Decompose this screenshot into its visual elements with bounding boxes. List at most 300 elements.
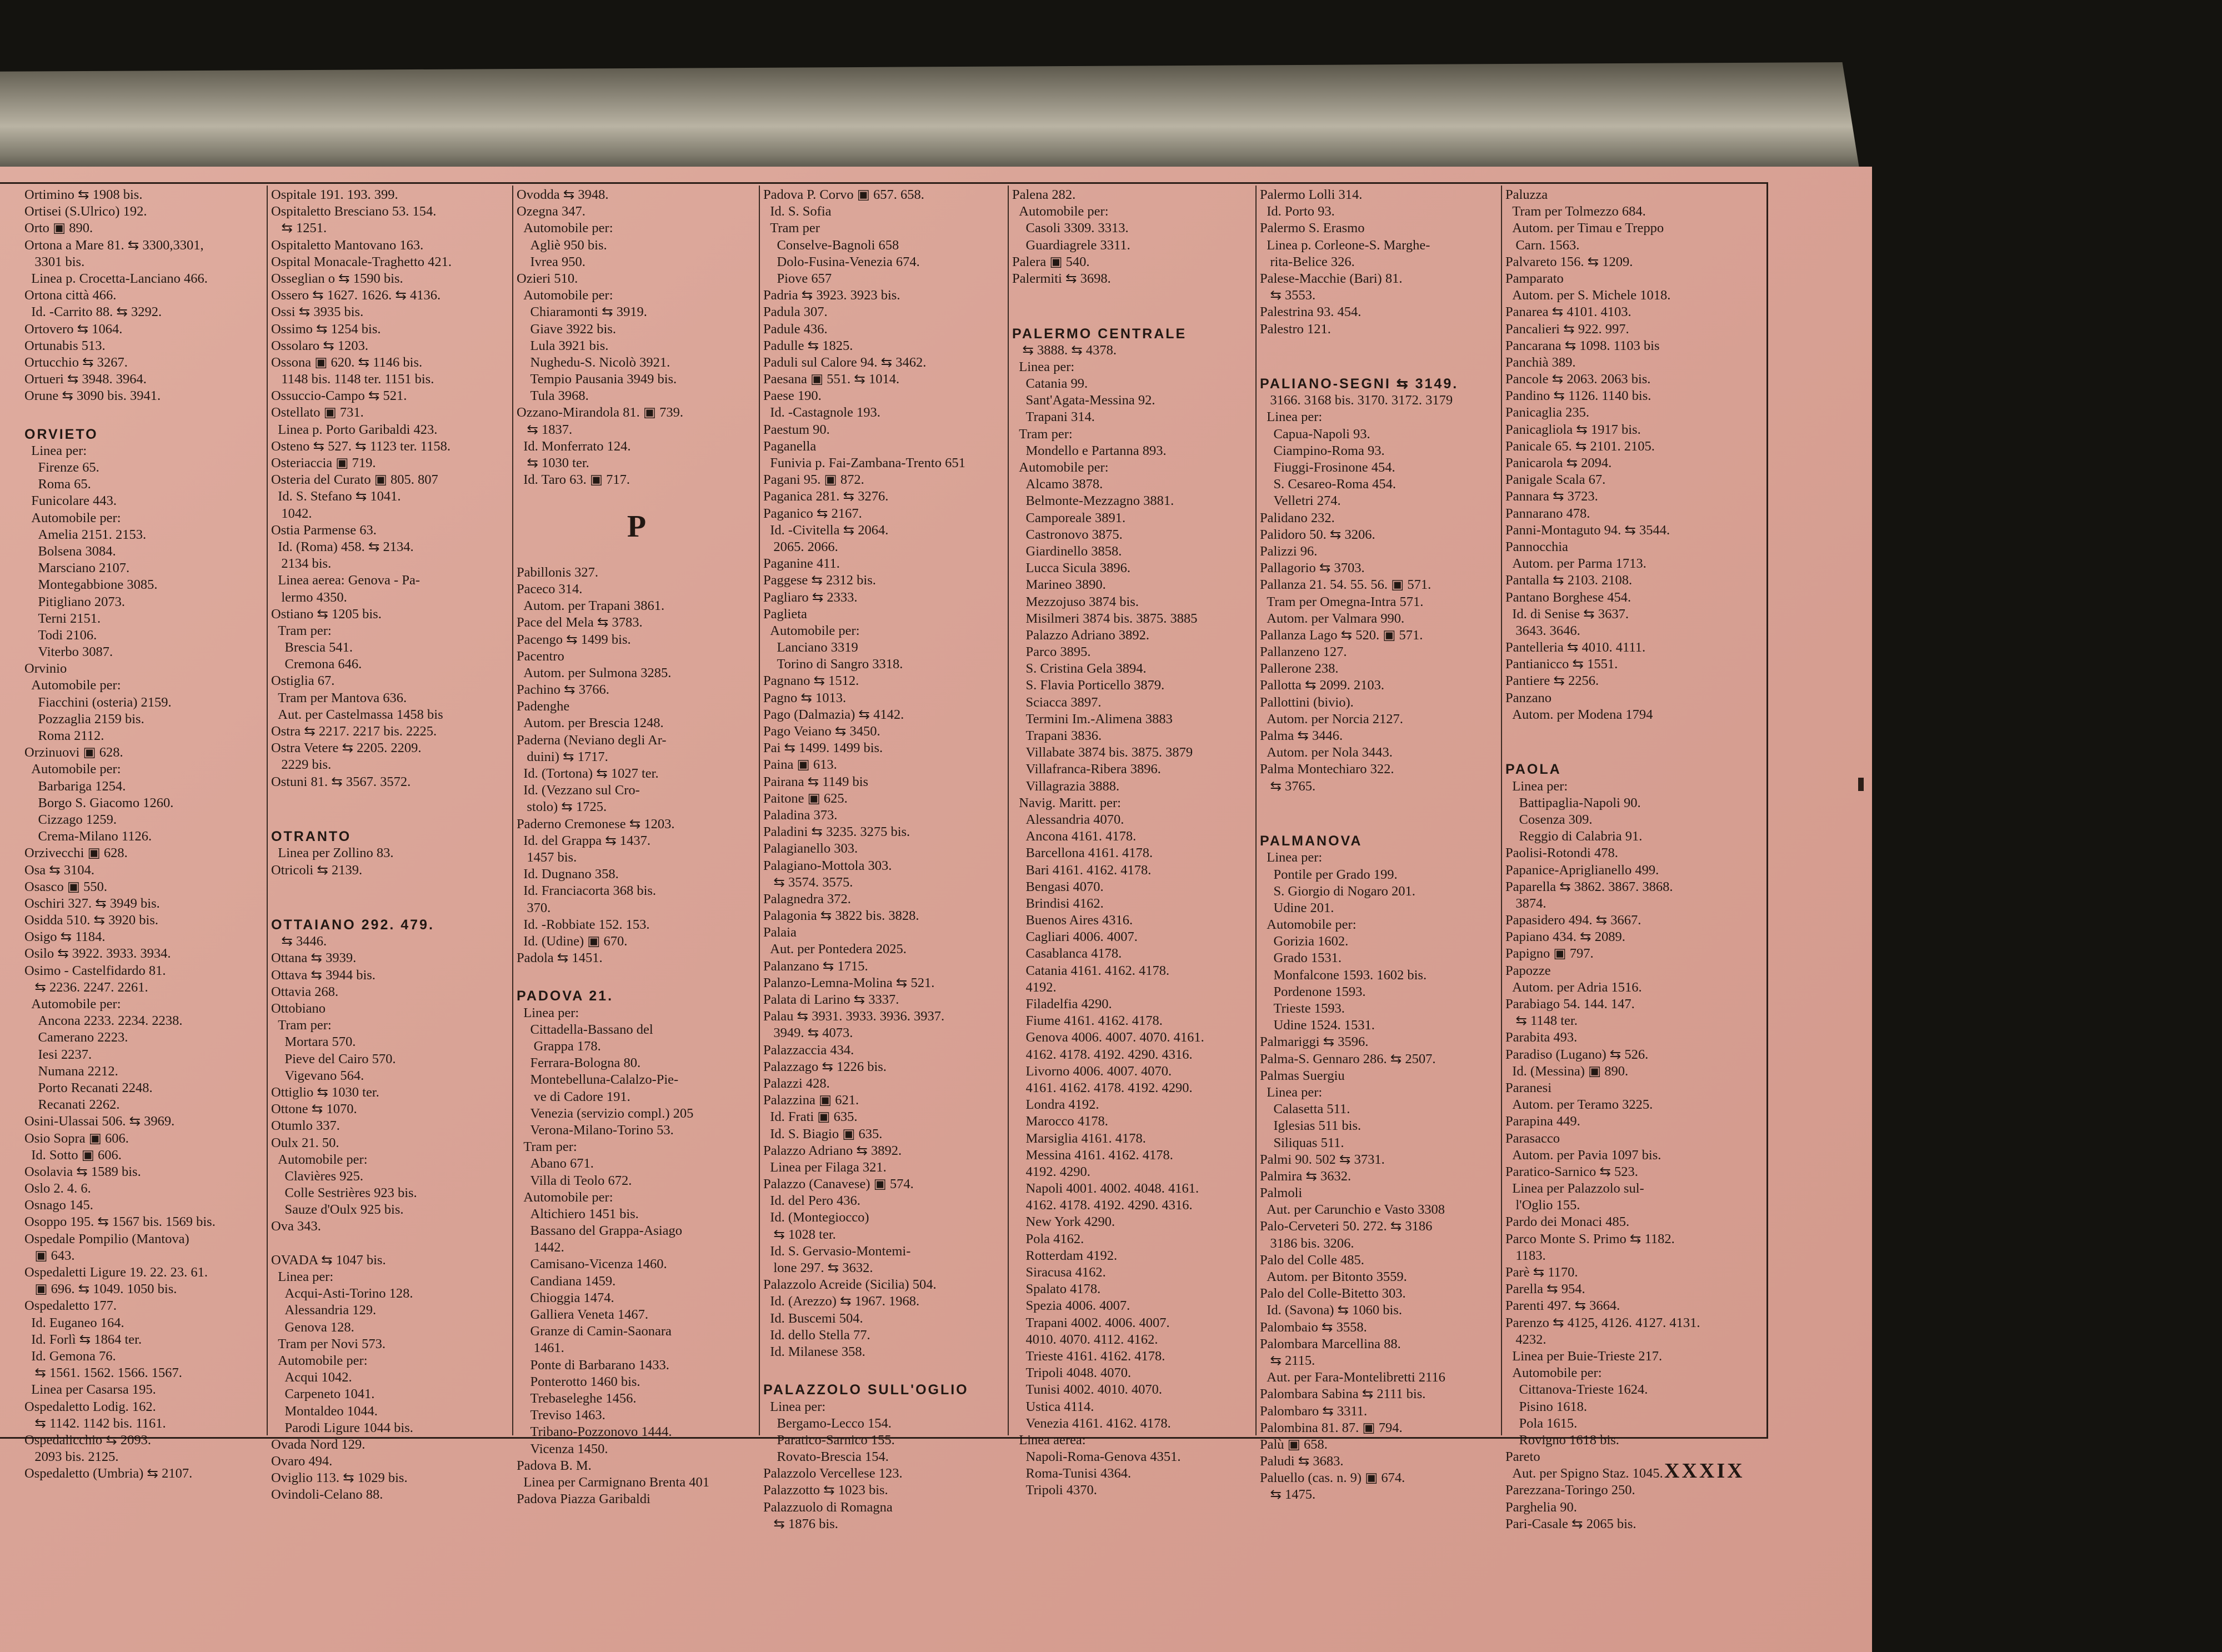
index-entry: Treviso 1463.	[517, 1408, 605, 1423]
index-entry: Grado 1531.	[1260, 950, 1342, 966]
index-entry: ⇆ 1030 ter.	[517, 455, 589, 470]
index-entry: Belmonte-Mezzagno 3881.	[1012, 493, 1174, 509]
index-entry: Id. (Arezzo) ⇆ 1967. 1968.	[763, 1294, 920, 1309]
index-entry: Ivrea 950.	[517, 254, 585, 269]
index-entry: Fiume 4161. 4162. 4178.	[1012, 1013, 1163, 1029]
index-entry: Palagianello 303.	[763, 841, 858, 857]
index-entry: Osilo ⇆ 3922. 3933. 3934.	[24, 946, 171, 962]
index-entry: Ottava ⇆ 3944 bis.	[271, 967, 376, 983]
index-entry: Linea per Casarsa 195.	[24, 1382, 156, 1398]
index-entry: Papasidero 494. ⇆ 3667.	[1505, 913, 1642, 928]
index-entry: Palazzotto ⇆ 1023 bis.	[763, 1483, 888, 1498]
index-entry: Autom. per Bitonto 3559.	[1260, 1269, 1407, 1284]
index-entry: ▣ 696. ⇆ 1049. 1050 bis.	[24, 1281, 177, 1297]
index-entry: Pantelleria ⇆ 4010. 4111.	[1505, 640, 1646, 655]
index-entry: Ospitaletto Mantovano 163.	[271, 237, 424, 253]
index-entry: Palazzi 428.	[763, 1075, 830, 1091]
index-entry: Venezia (servizio compl.) 205	[517, 1105, 694, 1121]
station-heading: PALAZZOLO SULL'OGLIO	[763, 1382, 969, 1398]
index-entry: Linea per Filaga 321.	[763, 1159, 887, 1175]
index-entry: Parco 3895.	[1012, 644, 1091, 660]
index-entry: Otricoli ⇆ 2139.	[271, 862, 363, 878]
index-entry: Mondello e Partanna 893.	[1012, 443, 1167, 458]
index-entry: Padola ⇆ 1451.	[517, 950, 603, 966]
index-entry: Sauze d'Oulx 925 bis.	[271, 1202, 404, 1218]
index-entry: Paina ▣ 613.	[763, 757, 837, 773]
index-entry: Paderno Cremonese ⇆ 1203.	[517, 816, 675, 832]
index-entry: S. Cristina Gela 3894.	[1012, 661, 1147, 677]
index-entry: 3949. ⇆ 4073.	[763, 1025, 853, 1041]
index-entry: Palma ⇆ 3446.	[1260, 728, 1343, 743]
index-entry: ⇆ 1251.	[271, 221, 327, 236]
index-entry: Chiaramonti ⇆ 3919.	[517, 304, 647, 320]
index-entry: ⇆ 3888. ⇆ 4378.	[1012, 342, 1117, 358]
index-entry: Villabate 3874 bis. 3875. 3879	[1012, 745, 1193, 760]
index-entry: Pancole ⇆ 2063. 2063 bis.	[1505, 372, 1651, 387]
column-rule	[1255, 186, 1257, 1435]
index-entry: Marsiglia 4161. 4178.	[1012, 1130, 1146, 1146]
index-entry: Ortimino ⇆ 1908 bis.	[24, 187, 143, 202]
index-entry: Linea per:	[763, 1399, 826, 1414]
index-entry: Id. Taro 63. ▣ 717.	[517, 472, 630, 488]
margin-mark	[1858, 778, 1864, 791]
index-entry: Autom. per Adria 1516.	[1505, 979, 1642, 995]
index-entry	[24, 404, 264, 421]
index-entry: Aut. per Carunchio e Vasto 3308	[1260, 1202, 1445, 1218]
index-entry: Palagiano-Mottola 303.	[763, 858, 892, 873]
index-entry: Paladini ⇆ 3235. 3275 bis.	[763, 824, 910, 840]
index-entry: Paganico ⇆ 2167.	[763, 505, 862, 521]
station-heading: PAOLA	[1505, 762, 1562, 778]
index-entry: Pancalieri ⇆ 922. 997.	[1505, 321, 1629, 337]
index-entry: Palagnedra 372.	[763, 891, 851, 907]
column-rule	[1008, 186, 1009, 1435]
index-entry: Pagani 95. ▣ 872.	[763, 472, 864, 488]
index-entry: Villagrazia 3888.	[1012, 778, 1120, 794]
index-entry: Pontile per Grado 199.	[1260, 867, 1398, 882]
index-entry: Palidoro 50. ⇆ 3206.	[1260, 527, 1375, 542]
index-entry: Parodi Ligure 1044 bis.	[271, 1420, 413, 1435]
index-entry: Autom. per Brescia 1248.	[517, 715, 664, 731]
index-entry: Rovato-Brescia 154.	[763, 1449, 889, 1465]
index-entry: Camisano-Vicenza 1460.	[517, 1256, 667, 1272]
station-heading: OTRANTO	[271, 829, 352, 845]
index-entry: Ponte di Barbarano 1433.	[517, 1357, 669, 1373]
index-entry: Id. (Udine) ▣ 670.	[517, 933, 628, 949]
index-entry: Ottobiano	[271, 1001, 326, 1016]
index-entry: Palagonia ⇆ 3822 bis. 3828.	[763, 908, 919, 924]
index-entry: Pai ⇆ 1499. 1499 bis.	[763, 740, 883, 756]
index-entry: Paradiso (Lugano) ⇆ 526.	[1505, 1047, 1649, 1062]
index-entry: Pancarana ⇆ 1098. 1103 bis	[1505, 338, 1660, 353]
index-entry: Palmi 90. 502 ⇆ 3731.	[1260, 1152, 1385, 1167]
index-entry: Palazzo Adriano ⇆ 3892.	[763, 1143, 902, 1158]
index-entry: 3166. 3168 bis. 3170. 3172. 3179	[1260, 393, 1453, 408]
index-entry: Pordenone 1593.	[1260, 984, 1366, 999]
index-entry: Pantianicco ⇆ 1551.	[1505, 657, 1618, 672]
index-entry: Ossi ⇆ 3935 bis.	[271, 304, 364, 320]
index-entry	[1260, 795, 1499, 812]
index-entry: Orzivecchi ▣ 628.	[24, 845, 128, 861]
index-entry: Palombaro ⇆ 3311.	[1260, 1403, 1368, 1419]
index-entry: Ozzano-Mirandola 81. ▣ 739.	[517, 405, 684, 420]
index-column-5	[1012, 187, 1253, 1498]
index-entry: Parco Monte S. Primo ⇆ 1182.	[1505, 1231, 1675, 1246]
index-entry: Otumlo 337.	[271, 1118, 340, 1134]
index-entry: Trebaseleghe 1456.	[517, 1390, 637, 1406]
index-entry: Pallanzeno 127.	[1260, 644, 1347, 660]
index-entry: Id. del Grappa ⇆ 1437.	[517, 833, 650, 848]
index-entry: Numana 2212.	[24, 1063, 118, 1079]
index-entry: Tram per:	[1012, 426, 1073, 442]
index-entry: ve di Cadore 191.	[517, 1089, 630, 1104]
index-entry: Palena 282.	[1012, 187, 1076, 202]
index-entry: Vicenza 1450.	[517, 1441, 608, 1456]
index-entry: Cittanova-Trieste 1624.	[1505, 1382, 1648, 1398]
index-entry: Ospedale Pompilio (Mantova)	[24, 1231, 189, 1246]
index-entry: Paestum 90.	[763, 422, 830, 437]
index-entry: Palo-Cerveteri 50. 272. ⇆ 3186	[1260, 1219, 1433, 1234]
index-entry: Ortona a Mare 81. ⇆ 3300,3301,	[24, 237, 204, 253]
index-entry: Carn. 1563.	[1505, 237, 1580, 253]
index-entry: Autom. per S. Michele 1018.	[1505, 288, 1671, 303]
index-entry: Id. Dugnano 358.	[517, 867, 619, 882]
index-entry: Camerano 2223.	[24, 1030, 128, 1045]
index-entry: Navig. Maritt. per:	[1012, 795, 1121, 810]
index-entry: Ostra ⇆ 2217. 2217 bis. 2225.	[271, 724, 437, 739]
index-entry: Autom. per Trapani 3861.	[517, 598, 665, 614]
index-entry: Palestrina 93. 454.	[1260, 304, 1362, 320]
index-entry: Papigno ▣ 797.	[1505, 946, 1594, 962]
index-entry: Marsciano 2107.	[24, 560, 130, 576]
index-entry: Ostellato ▣ 731.	[271, 405, 364, 420]
index-entry: Ustica 4114.	[1012, 1399, 1094, 1414]
index-entry: ⇆ 1561. 1562. 1566. 1567.	[24, 1365, 182, 1381]
index-entry: Ovada Nord 129.	[271, 1436, 366, 1452]
index-entry: Tram per Novi 573.	[271, 1336, 386, 1351]
index-entry: Id. Porto 93.	[1260, 204, 1335, 219]
column-rule	[1501, 186, 1502, 1435]
index-entry: Spezia 4006. 4007.	[1012, 1298, 1130, 1314]
index-entry: 1457 bis.	[517, 849, 577, 865]
index-entry: New York 4290.	[1012, 1214, 1115, 1230]
index-entry: Pareto	[1505, 1449, 1540, 1465]
index-entry: Mezzojuso 3874 bis.	[1012, 594, 1139, 609]
index-entry: Ferrara-Bologna 80.	[517, 1055, 641, 1071]
index-entry: 370.	[517, 900, 551, 915]
index-entry: ⇆ 1475.	[1260, 1487, 1316, 1503]
index-entry: Parabita 493.	[1505, 1030, 1578, 1045]
index-entry: Cizzago 1259.	[24, 812, 117, 827]
index-entry: Palmas Suergiu	[1260, 1068, 1345, 1083]
index-entry: 2229 bis.	[271, 757, 332, 773]
index-entry	[271, 879, 510, 895]
index-entry: Autom. per Valmara 990.	[1260, 610, 1405, 626]
index-entry: Pallagorio ⇆ 3703.	[1260, 560, 1365, 576]
index-entry: Misilmeri 3874 bis. 3875. 3885	[1012, 610, 1198, 626]
index-entry: Marocco 4178.	[1012, 1114, 1108, 1129]
index-entry: Id. Buscemi 504.	[763, 1310, 863, 1326]
index-entry: Id. S. Biagio ▣ 635.	[763, 1126, 883, 1142]
index-entry: Ostiglia 67.	[271, 673, 335, 689]
index-entry: Ortona città 466.	[24, 288, 117, 303]
index-entry: Padulle ⇆ 1825.	[763, 338, 853, 353]
index-entry: Panicarola ⇆ 2094.	[1505, 455, 1612, 470]
index-entry: Funicolare 443.	[24, 493, 117, 509]
index-entry: 1042.	[271, 505, 312, 521]
index-entry: Aut. per Castelmassa 1458 bis	[271, 707, 443, 722]
index-entry: Automobile per:	[24, 997, 121, 1012]
index-entry: Id. S. Sofia	[763, 204, 832, 219]
index-entry: Palazzo Adriano 3892.	[1012, 627, 1149, 643]
index-entry: Todi 2106.	[24, 627, 97, 643]
index-entry: 4162. 4178. 4192. 4290. 4316.	[1012, 1198, 1193, 1213]
index-entry: Palaia	[763, 925, 797, 940]
index-entry: Cagliari 4006. 4007.	[1012, 929, 1138, 945]
index-entry: ⇆ 3553.	[1260, 288, 1316, 303]
index-entry: Paesana ▣ 551. ⇆ 1014.	[763, 372, 900, 387]
index-entry: Pairana ⇆ 1149 bis	[763, 774, 869, 789]
index-entry: Pagliaro ⇆ 2333.	[763, 589, 858, 605]
index-entry: Clavières 925.	[271, 1168, 364, 1184]
index-entry	[271, 790, 510, 807]
index-entry: Trapani 314.	[1012, 409, 1095, 425]
index-entry: Montegabbione 3085.	[24, 577, 158, 593]
index-entry: Id. (Messina) ▣ 890.	[1505, 1063, 1629, 1079]
index-entry: Automobile per:	[1505, 1365, 1602, 1381]
index-entry: Oulx 21. 50.	[271, 1135, 339, 1150]
index-entry: Paladina 373.	[763, 807, 838, 823]
index-entry: 4010. 4070. 4112. 4162.	[1012, 1331, 1158, 1347]
index-entry: Linea per Buie-Trieste 217.	[1505, 1348, 1663, 1364]
index-entry: l'Oglio 155.	[1505, 1198, 1580, 1213]
index-entry: Palanzano ⇆ 1715.	[763, 958, 868, 974]
index-entry: Colle Sestrières 923 bis.	[271, 1185, 417, 1201]
index-entry: Cittadella-Bassano del	[517, 1022, 653, 1037]
index-entry: Id. (Roma) 458. ⇆ 2134.	[271, 539, 414, 554]
index-entry	[1260, 354, 1499, 371]
index-entry: Sant'Agata-Messina 92.	[1012, 393, 1155, 408]
index-entry: ⇆ 2236. 2247. 2261.	[24, 979, 148, 995]
index-entry	[763, 1360, 1005, 1377]
index-entry: Palau ⇆ 3931. 3933. 3936. 3937.	[763, 1009, 945, 1024]
index-entry: Pagnano ⇆ 1512.	[763, 673, 859, 689]
index-entry: Ovindoli-Celano 88.	[271, 1487, 383, 1503]
index-entry: Parghelia 90.	[1505, 1499, 1577, 1515]
index-entry: Osidda 510. ⇆ 3920 bis.	[24, 913, 159, 928]
index-column-1	[24, 187, 264, 1481]
index-entry: Crema-Milano 1126.	[24, 829, 152, 844]
index-entry: Id. Euganeo 164.	[24, 1315, 124, 1330]
index-entry: 2065. 2066.	[763, 539, 838, 554]
index-entry: Linea per:	[1505, 778, 1568, 794]
index-entry: Osolavia ⇆ 1589 bis.	[24, 1164, 141, 1179]
index-entry: ⇆ 1148 ter.	[1505, 1013, 1578, 1029]
index-entry: Calasetta 511.	[1260, 1102, 1350, 1117]
index-entry: Palidano 232.	[1260, 510, 1335, 525]
index-entry: Id. -Carrito 88. ⇆ 3292.	[24, 304, 162, 320]
index-entry: Pozzaglia 2159 bis.	[24, 711, 144, 727]
index-entry: 3186 bis. 3206.	[1260, 1235, 1354, 1251]
index-entry: Osio Sopra ▣ 606.	[24, 1130, 129, 1146]
index-entry: Ozieri 510.	[517, 271, 578, 286]
index-entry: Oviglio 113. ⇆ 1029 bis.	[271, 1470, 408, 1486]
index-entry: Paderna (Neviano degli Ar-	[517, 732, 667, 748]
index-entry: Tram per:	[517, 1139, 577, 1155]
index-entry: Acqui-Asti-Torino 128.	[271, 1286, 413, 1301]
index-entry: Automobile per:	[517, 221, 613, 236]
index-entry: Alessandria 129.	[271, 1303, 377, 1318]
index-entry: Fiacchini (osteria) 2159.	[24, 694, 172, 710]
index-entry: Pallanza Lago ⇆ 520. ▣ 571.	[1260, 627, 1423, 643]
index-entry: Pannarano 478.	[1505, 505, 1590, 521]
index-entry: Linea aerea: Genova - Pa-	[271, 573, 420, 588]
index-entry: S. Cesareo-Roma 454.	[1260, 477, 1396, 492]
index-entry: Grappa 178.	[517, 1039, 601, 1054]
index-entry: Ottavia 268.	[271, 984, 339, 999]
index-entry: Linea per:	[1260, 1084, 1323, 1100]
index-entry: Siliquas 511.	[1260, 1135, 1344, 1150]
index-entry	[271, 807, 510, 824]
index-entry: Paglieta	[763, 606, 807, 622]
index-entry: Catania 4161. 4162. 4178.	[1012, 963, 1170, 978]
index-entry: Pannara ⇆ 3723.	[1505, 489, 1598, 504]
index-entry: Linea per:	[1260, 409, 1323, 425]
index-entry: Linea per:	[1012, 359, 1075, 374]
index-entry: Pannocchia	[1505, 539, 1568, 554]
index-entry: Acqui 1042.	[271, 1370, 352, 1385]
index-entry	[1505, 723, 1750, 740]
index-entry: Paratico-Sarnico ⇆ 523.	[1505, 1164, 1638, 1179]
index-entry: Reggio di Calabria 91.	[1505, 829, 1643, 844]
station-heading: PALIANO-SEGNI ⇆ 3149.	[1260, 376, 1459, 392]
index-entry: Pacengo ⇆ 1499 bis.	[517, 632, 631, 647]
index-entry: Papanice-Apriglianello 499.	[1505, 862, 1659, 878]
index-entry: Casablanca 4178.	[1012, 946, 1122, 962]
index-entry: Pola 1615.	[1505, 1415, 1578, 1431]
index-entry: Palma Montechiaro 322.	[1260, 762, 1394, 777]
index-entry: ⇆ 2115.	[1260, 1353, 1315, 1368]
index-entry: Palo del Colle-Bitetto 303.	[1260, 1286, 1406, 1301]
section-letter: P	[627, 509, 647, 544]
index-entry: Palanzo-Lemna-Molina ⇆ 521.	[763, 975, 935, 990]
index-entry: Livorno 4006. 4007. 4070.	[1012, 1063, 1172, 1079]
index-entry: Pago Veiano ⇆ 3450.	[763, 724, 880, 739]
index-entry: Pago (Dalmazia) ⇆ 4142.	[763, 707, 904, 722]
index-entry: Padula 307.	[763, 304, 828, 320]
index-entry: Id. Franciacorta 368 bis.	[517, 883, 657, 899]
index-entry: Pandino ⇆ 1126. 1140 bis.	[1505, 388, 1652, 404]
index-entry: Ossimo ⇆ 1254 bis.	[271, 321, 381, 337]
index-entry: Paratico-Sarnico 155.	[763, 1432, 895, 1448]
index-entry: Ospital Monacale-Traghetto 421.	[271, 254, 452, 269]
index-entry: Autom. per Sulmona 3285.	[517, 665, 672, 680]
index-entry: Amelia 2151. 2153.	[24, 527, 147, 542]
index-entry: Bassano del Grappa-Asiago	[517, 1223, 683, 1239]
index-entry: Autom. per Nola 3443.	[1260, 745, 1393, 760]
index-entry: Palata di Larino ⇆ 3337.	[763, 992, 899, 1007]
index-entry: Osigo ⇆ 1184.	[24, 929, 106, 945]
index-entry: Osteno ⇆ 527. ⇆ 1123 ter. 1158.	[271, 438, 451, 454]
index-entry: Id. Milanese 358.	[763, 1344, 865, 1359]
index-entry: Palombina 81. 87. ▣ 794.	[1260, 1420, 1403, 1435]
index-entry: Padule 436.	[763, 321, 828, 337]
index-entry: Linea per:	[1260, 850, 1323, 865]
index-entry: Palvareto 156. ⇆ 1209.	[1505, 254, 1633, 269]
index-entry	[517, 548, 757, 564]
index-entry: Fiuggi-Frosinone 454.	[1260, 460, 1395, 475]
index-entry: Tripoli 4048. 4070.	[1012, 1365, 1132, 1381]
index-entry: Borgo S. Giacomo 1260.	[24, 795, 174, 810]
index-entry: lone 297. ⇆ 3632.	[763, 1260, 873, 1275]
index-entry: Granze di Camin-Saonara	[517, 1324, 672, 1339]
index-entry: Panigale Scala 67.	[1505, 472, 1606, 488]
index-entry: Paolisi-Rotondi 478.	[1505, 845, 1618, 861]
index-entry	[1260, 812, 1499, 828]
index-entry: Ortunabis 513.	[24, 338, 106, 353]
index-entry: Linea p. Porto Garibaldi 423.	[271, 422, 438, 437]
index-entry: Ospedaletto 177.	[24, 1298, 117, 1314]
index-entry: Alessandria 4070.	[1012, 812, 1124, 827]
index-entry: lermo 4350.	[271, 589, 347, 605]
index-entry: Udine 1524. 1531.	[1260, 1018, 1375, 1033]
index-entry: Pola 4162.	[1012, 1231, 1084, 1246]
index-entry: Iglesias 511 bis.	[1260, 1118, 1362, 1134]
index-entry: Id. (Tortona) ⇆ 1027 ter.	[517, 766, 659, 781]
index-entry: Camporeale 3891.	[1012, 510, 1126, 525]
index-entry: Spalato 4178.	[1012, 1281, 1101, 1297]
index-entry: Paitone ▣ 625.	[763, 790, 848, 806]
index-entry: Osasco ▣ 550.	[24, 879, 108, 894]
index-entry: Tram per Omegna-Intra 571.	[1260, 594, 1424, 609]
index-entry: Termini Im.-Alimena 3883	[1012, 711, 1173, 727]
index-entry: Monfalcone 1593. 1602 bis.	[1260, 967, 1427, 983]
index-entry: Palestro 121.	[1260, 321, 1331, 337]
index-entry: Ospitale 191. 193. 399.	[271, 187, 398, 202]
index-entry: Genova 128.	[271, 1319, 354, 1335]
column-rule	[759, 186, 760, 1435]
index-entry: Parenti 497. ⇆ 3664.	[1505, 1298, 1620, 1314]
index-entry: Paganella	[763, 438, 817, 454]
index-entry: rita-Belice 326.	[1260, 254, 1355, 269]
index-entry: Osini-Ulassai 506. ⇆ 3969.	[24, 1114, 175, 1129]
index-entry: Autom. per Norcia 2127.	[1260, 711, 1403, 727]
index-entry: Paludi ⇆ 3683.	[1260, 1454, 1344, 1469]
page-number: XXXIX	[1664, 1459, 1745, 1483]
index-entry: Giardinello 3858.	[1012, 543, 1122, 559]
index-entry: Ostra Vetere ⇆ 2205. 2209.	[271, 740, 422, 756]
index-entry: Aut. per Pontedera 2025.	[763, 942, 907, 957]
index-entry: Panchià 389.	[1505, 354, 1576, 370]
index-entry: Parella ⇆ 954.	[1505, 1281, 1585, 1297]
index-entry: Battipaglia-Napoli 90.	[1505, 795, 1641, 810]
index-entry: Roma 65.	[24, 477, 91, 492]
index-entry: 2134 bis.	[271, 556, 332, 572]
index-entry: Linea per Palazzolo sul-	[1505, 1181, 1644, 1197]
index-entry: Lucca Sicula 3896.	[1012, 560, 1130, 576]
index-entry: Guardiagrele 3311.	[1012, 237, 1130, 253]
index-entry: Ponterotto 1460 bis.	[517, 1374, 640, 1389]
index-entry: Pallottini (bivio).	[1260, 694, 1354, 710]
index-entry: Palazzuolo di Romagna	[763, 1499, 893, 1515]
index-entry: Linea per:	[517, 1005, 579, 1020]
index-entry: Pamparato	[1505, 271, 1564, 286]
index-entry: ⇆ 3446.	[271, 934, 327, 949]
index-entry: Trapani 4002. 4006. 4007.	[1012, 1315, 1170, 1330]
index-entry: Venezia 4161. 4162. 4178.	[1012, 1415, 1171, 1431]
index-entry: Barcellona 4161. 4178.	[1012, 845, 1153, 861]
index-entry: Id. Frati ▣ 635.	[763, 1109, 858, 1125]
